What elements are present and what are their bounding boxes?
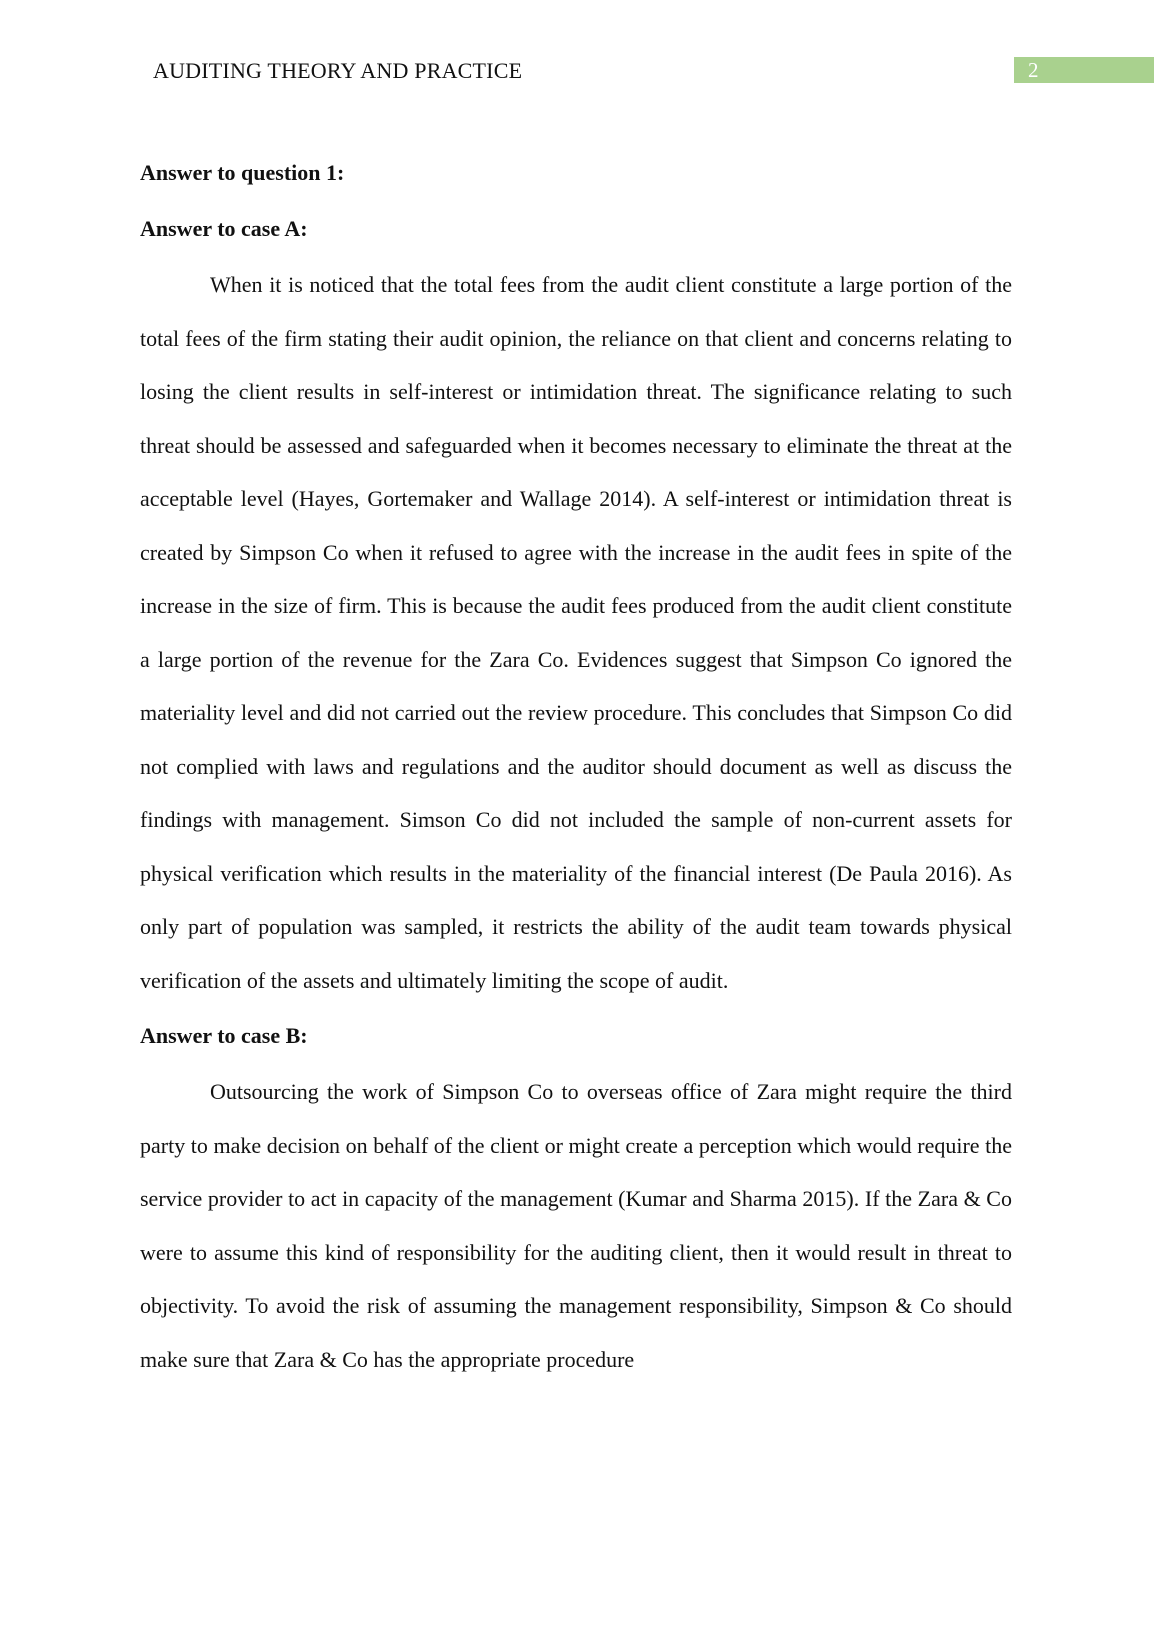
- case-a-heading: Answer to case A:: [140, 216, 308, 241]
- case-b-paragraph: Outsourcing the work of Simpson Co to overseas office of Zara might require the third party to make decision on behalf of the client or might create a perception which would require the service provider to act in capacity of the management (Kumar and Sharma 2015). If the Zara & Co were to assume this kind of responsibility for the auditing client, then it would result in threat to objectivity. To avoid the risk of assuming the management responsibility, Simpson & Co should make sure that Zara & Co has the appropriate procedure: [140, 1079, 1012, 1372]
- page-number-badge: 2: [1014, 57, 1154, 83]
- running-header-title: AUDITING THEORY AND PRACTICE: [153, 58, 523, 83]
- document-body: [140, 158, 1012, 1386]
- question-1-heading: Answer to question 1:: [140, 160, 345, 185]
- case-b-heading: Answer to case B:: [140, 1023, 308, 1048]
- case-a-paragraph: When it is noticed that the total fees from the audit client constitute a large portion of the total fees of the firm stating their audit opinion, the reliance on that client and concerns relating to losing the client results in self-interest or intimidation threat. The significance relating to such threat should be assessed and safeguarded when it becomes necessary to eliminate the threat at the acceptable level (Hayes, Gortemaker and Wallage 2014). A self-interest or intimidation threat is created by Simpson Co when it refused to agree with the increase in the audit fees in spite of the increase in the size of firm. This is because the audit fees produced from the audit client constitute a large portion of the revenue for the Zara Co. Evidences suggest that Simpson Co ignored the materiality level and did not carried out the review procedure. This concludes that Simpson Co did not complied with laws and regulations and the auditor should document as well as discuss the findings with management. Simson Co did not included the sample of non-current assets for physical verification which results in the materiality of the financial interest (De Paula 2016). As only part of population was sampled, it restricts the ability of the audit team towards physical verification of the assets and ultimately limiting the scope of audit.: [140, 272, 1012, 993]
